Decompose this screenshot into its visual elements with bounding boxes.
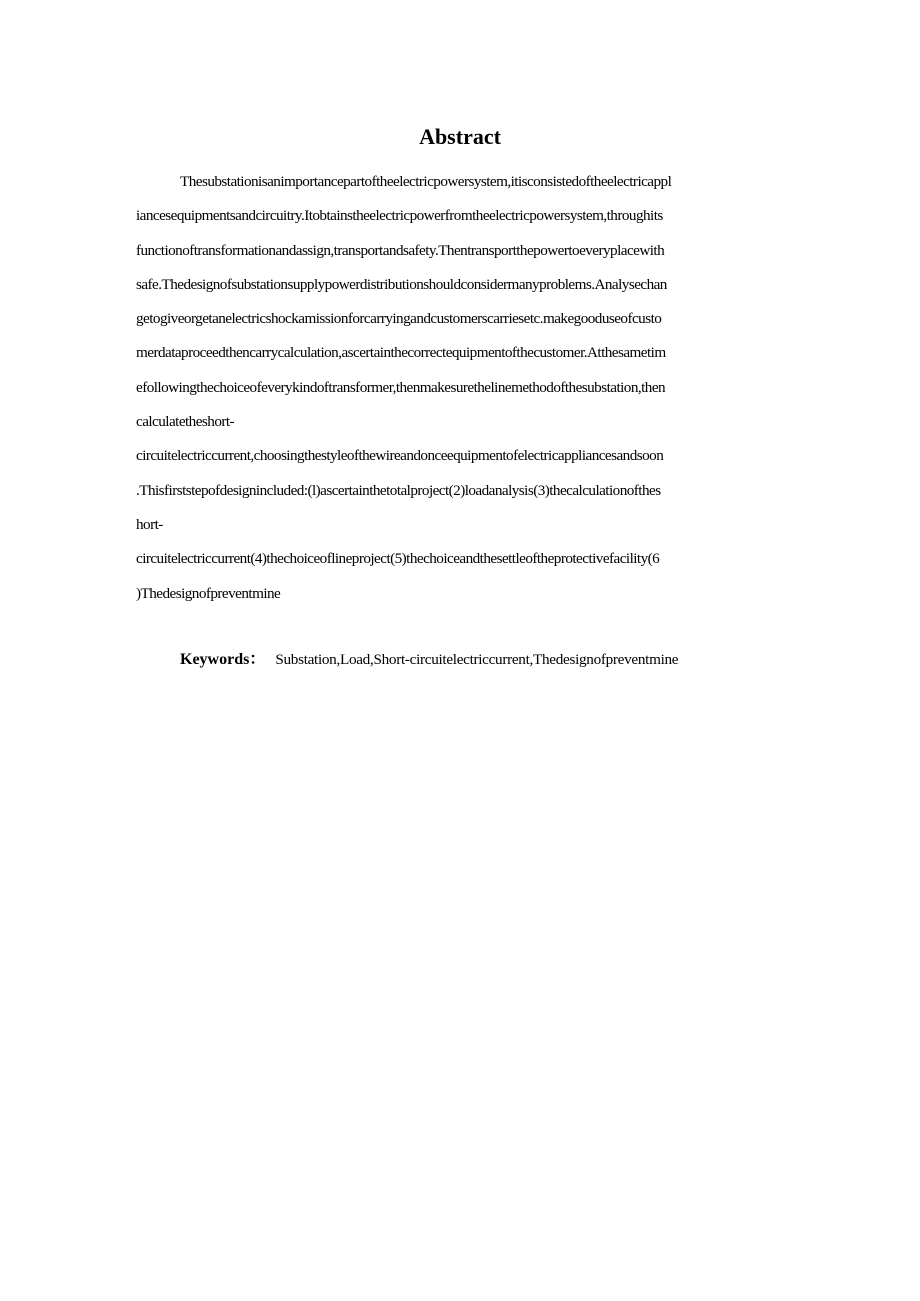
keywords-text: Substation,Load,Short-circuitelectriccurrent,Thedesignofpreventmine bbox=[275, 651, 679, 668]
abstract-line: calculatetheshort- bbox=[136, 413, 235, 431]
abstract-title: Abstract bbox=[419, 124, 501, 149]
abstract-line: efollowingthechoiceofeverykindoftransformer,thenmakesurethelinemethodofthesubstation,then bbox=[136, 378, 666, 396]
abstract-line: functionoftransformationandassign,transportandsafety.Thentransportthepowertoeveryplacewith bbox=[136, 241, 665, 259]
abstract-line: circuitelectriccurrent(4)thechoiceoflineproject(5)thechoiceandthesettleoftheprotectivefacility(6 bbox=[136, 550, 660, 568]
keywords-label: Keywords： bbox=[180, 651, 266, 668]
abstract-line: )Thedesignofpreventmine bbox=[136, 584, 281, 602]
abstract-line: Thesubstationisanimportancepartoftheelectricpowersystem,itisconsistedoftheelectricappl bbox=[180, 173, 672, 190]
abstract-line: circuitelectriccurrent,choosingthestyleofthewireandonceequipmentofelectricappliancesandsoon bbox=[136, 447, 664, 465]
keywords-line bbox=[180, 646, 678, 674]
abstract-line: hort- bbox=[136, 515, 163, 533]
abstract-line: iancesequipmentsandcircuitry.Itobtainstheelectricpowerfromtheelectricpowersystem,throughits bbox=[136, 207, 663, 225]
abstract-line: .Thisfirststepofdesignincluded:(l)ascertainthetotalproject(2)loadanalysis(3)thecalculationofthes bbox=[136, 481, 661, 499]
abstract-line: getogiveorgetanelectricshockamissionforcarryingandcustomerscarriesetc.makegooduseofcusto bbox=[136, 310, 662, 328]
abstract-line: safe.Thedesignofsubstationsupplypowerdistributionshouldconsidermanyproblems.Analysechan bbox=[136, 275, 667, 293]
abstract-body bbox=[136, 168, 788, 614]
abstract-line: merdataproceedthencarrycalculation,ascertainthecorrectequipmentofthecustomer.Atthesametim bbox=[136, 344, 666, 362]
